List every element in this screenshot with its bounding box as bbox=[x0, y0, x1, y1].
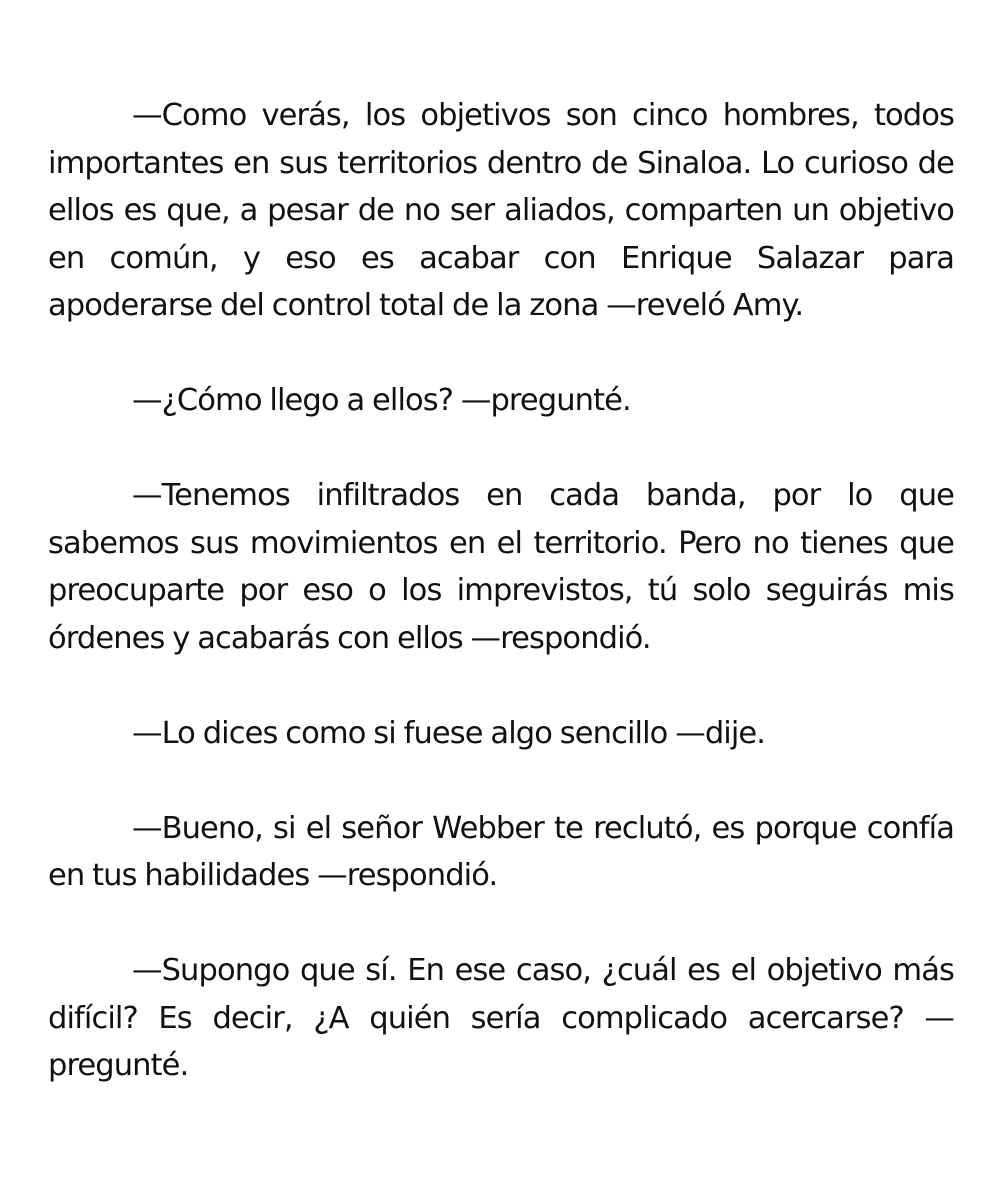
paragraph-5: —Bueno, si el señor Webber te reclutó, es porque confía en tus habilidades —respondió. bbox=[48, 810, 954, 893]
book-page bbox=[48, 92, 954, 1090]
paragraph-3: —Tenemos infiltrados en cada banda, por lo que sabemos sus movimientos en el territorio. Pero no tienes que preocuparte por eso o los imprevistos, tú solo seguirás mis órdenes y acabarás con ellos —respondió. bbox=[48, 478, 954, 656]
paragraph-4: —Lo dices como si fuese algo sencillo —dije. bbox=[132, 715, 766, 751]
paragraph-6: —Supongo que sí. En ese caso, ¿cuál es el objetivo más difícil? Es decir, ¿A quién sería complicado acercarse? —pregunté. bbox=[48, 953, 954, 1083]
paragraph-2: —¿Cómo llego a ellos? —pregunté. bbox=[132, 383, 631, 418]
paragraph-1: —Como verás, los objetivos son cinco hombres, todos importantes en sus territorios dentro de Sinaloa. Lo curioso de ellos es que, a pesar de no ser aliados, comparten un objetivo en común, y eso es acabar con Enrique Salazar para apoderarse del control total de la zona —reveló Amy. bbox=[48, 98, 954, 323]
